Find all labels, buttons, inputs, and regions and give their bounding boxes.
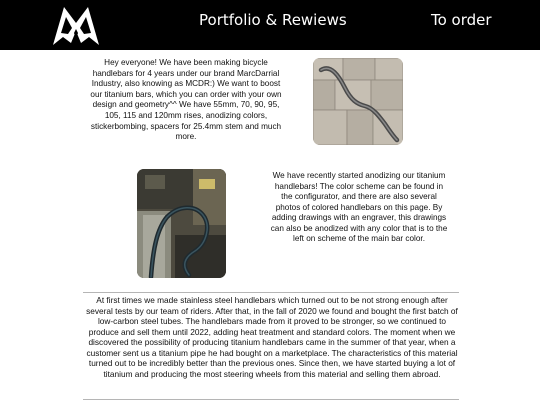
section-divider-top xyxy=(83,292,459,293)
section-divider-bottom xyxy=(83,399,459,400)
anodizing-paragraph: We have recently started anodizing our titanium handlebars! The color scheme can be found in the configurator, and there are also several photos of colored handlebars on this page. By adding drawings with an engraver, this drawings can also be anodized with any color that is to the left on scheme of the main bar color. xyxy=(270,171,448,243)
workshop-pipe-photo xyxy=(137,169,226,278)
titanium-handlebar-photo xyxy=(313,58,403,145)
nav-portfolio-reviews-link[interactable]: Portfolio & Rewiews xyxy=(199,11,347,29)
top-navigation-bar xyxy=(0,0,540,50)
intro-paragraph: Hey everyone! We have been making bicycle handlebars for 4 years under our brand MarcDarrial Industry, also knowing as MCDR:) We want to boost our titanium bars, which you can order with your own design and geometry^^ We have 55mm, 70, 90, 95, 105, 115 and 120mm rises, anodizing colors, stickerbombing, spacers for 25.4mm stem and much more. xyxy=(90,58,282,142)
history-paragraph: At first times we made stainless steel handlebars which turned out to be not strong enough after several tests by our team of riders. After that, in the fall of 2020 we found and bought the first batch of low-carbon steel tubes. The handlebars made from it proved to be stronger, so we continued to produce and sell them until 2022, adding heat treatment and standard colors. The moment when we discovered the possibility of producing titanium handlebars came in the summer of that year, when a customer sent us a titanium pipe he had bought on a marketplace. The characteristics of this material turned out to be incredibly better than the previous ones. Since then, we have started buying a lot of titanium and producing the most steering wheels from this material and selling them abroad. xyxy=(86,295,458,379)
nav-to-order-link[interactable]: To order xyxy=(431,11,492,29)
mountain-m-logo-icon[interactable] xyxy=(50,3,102,47)
